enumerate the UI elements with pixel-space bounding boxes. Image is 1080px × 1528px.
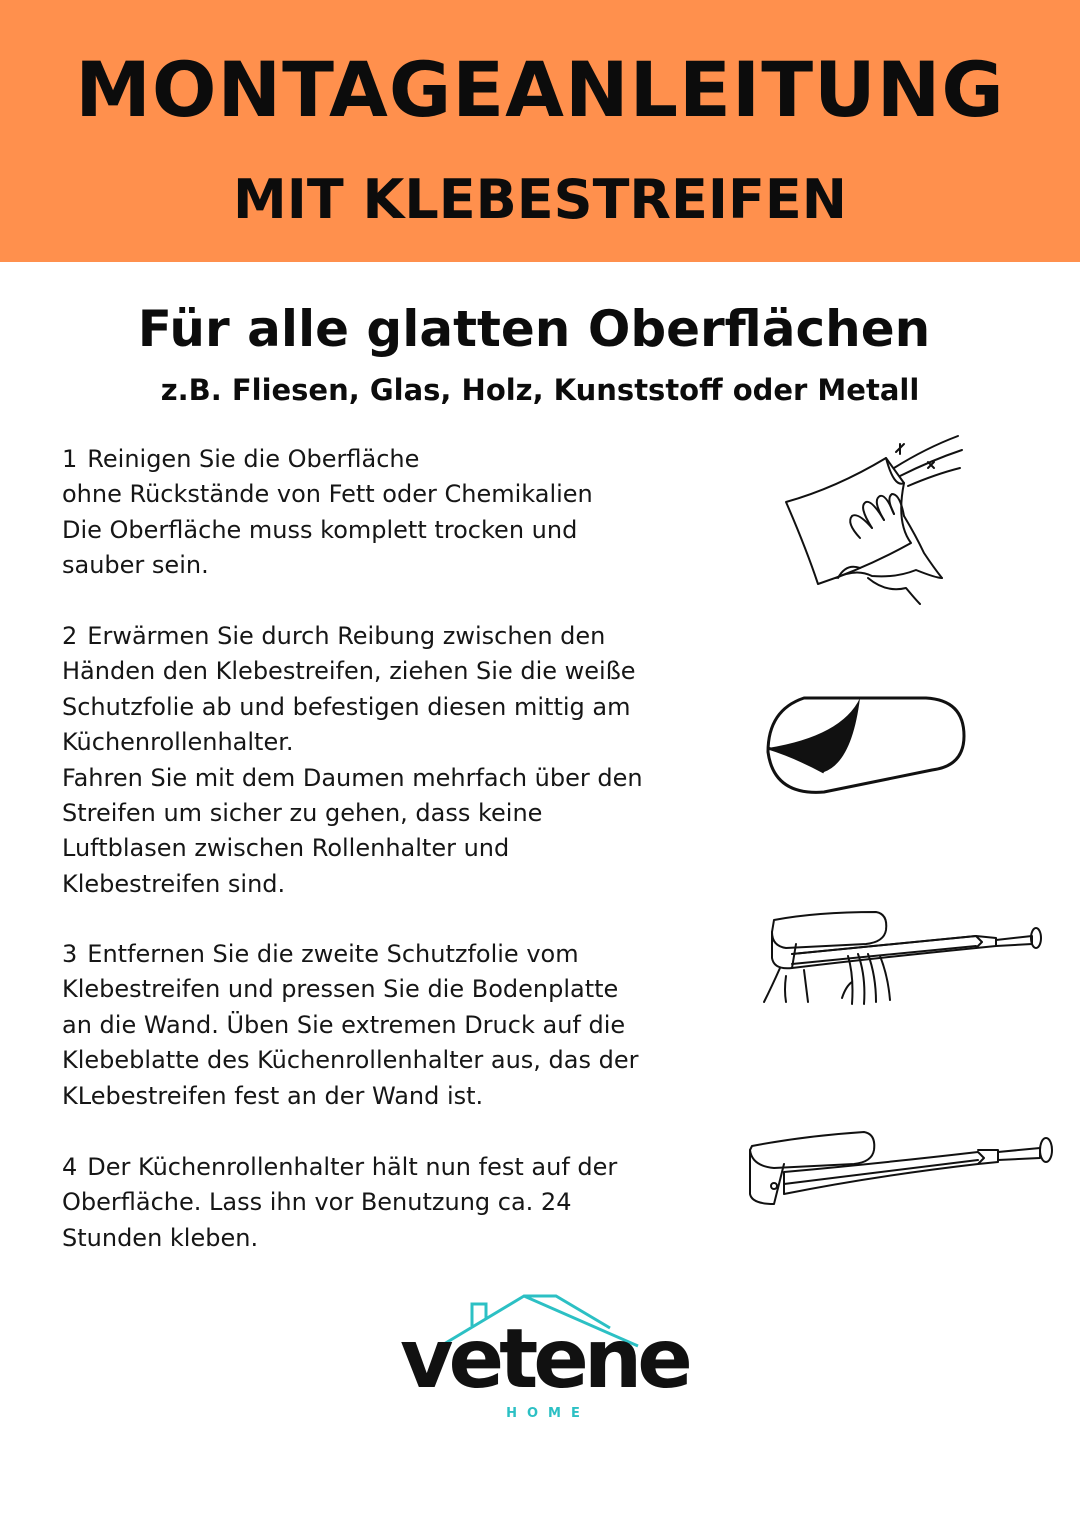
step-line: Fahren Sie mit dem Daumen mehrfach über den (62, 763, 643, 792)
header-banner (0, 0, 1080, 262)
logo-tagline: HOME (506, 1406, 590, 1421)
step-number: 2 (62, 622, 78, 650)
step-line: Stunden kleben. (62, 1223, 259, 1252)
step-line: sauber sein. (62, 551, 209, 580)
step-line: Klebestreifen sind. (62, 869, 286, 898)
step-line: Klebeblatte des Küchenrollenhalter aus, das der (62, 1046, 639, 1075)
step-number: 1 (62, 445, 78, 473)
step-line: Erwärmen Sie durch Reibung zwischen den (87, 622, 606, 650)
section-subheading: z.B. Fliesen, Glas, Holz, Kunststoff oder Metall (160, 373, 920, 407)
step-line: Küchenrollenhalter. (62, 728, 294, 757)
section-heading: Für alle glatten Oberflächen (137, 300, 931, 358)
step-3 (62, 937, 672, 1114)
step-4 (62, 1150, 672, 1256)
adhesive-strip-peel-icon (764, 692, 970, 802)
step-line: Schutzfolie ab und befestigen diesen mittig am (62, 692, 631, 721)
step-line: Oberfläche. Lass ihn vor Benutzung ca. 24 (62, 1188, 572, 1217)
step-number: 3 (62, 940, 78, 968)
step-1 (62, 442, 672, 584)
step-line: Luftblasen zwischen Rollenhalter und (62, 834, 510, 863)
banner-title: MONTAGEANLEITUNG (75, 45, 1005, 134)
step-line: Streifen um sicher zu gehen, dass keine (62, 799, 543, 828)
step-2 (62, 619, 672, 902)
banner-subtitle: MIT KLEBESTREIFEN (233, 168, 847, 231)
step-line: KLebestreifen fest an der Wand ist. (62, 1081, 484, 1110)
hand-wiping-cloth-icon (776, 428, 970, 610)
step-line: Klebestreifen und pressen Sie die Bodenplatte (62, 975, 619, 1004)
step-number: 4 (62, 1153, 78, 1181)
step-line: ohne Rückstände von Fett oder Chemikalien (62, 480, 593, 509)
step-line: Reinigen Sie die Oberfläche (87, 445, 420, 473)
step-line: an die Wand. Üben Sie extremen Druck auf die (62, 1010, 626, 1039)
step-line: Die Oberfläche muss komplett trocken und (62, 515, 578, 544)
mounted-holder-icon (744, 1128, 1058, 1210)
step-line: Entfernen Sie die zweite Schutzfolie vom (87, 940, 579, 968)
step-line: Händen den Klebestreifen, ziehen Sie die weiße (62, 657, 636, 686)
holder-pressed-by-hands-icon (756, 906, 1048, 1010)
brand-logo (400, 1288, 688, 1428)
step-line: Der Küchenrollenhalter hält nun fest auf der (87, 1153, 618, 1181)
logo-wordmark: vetene (400, 1312, 688, 1407)
